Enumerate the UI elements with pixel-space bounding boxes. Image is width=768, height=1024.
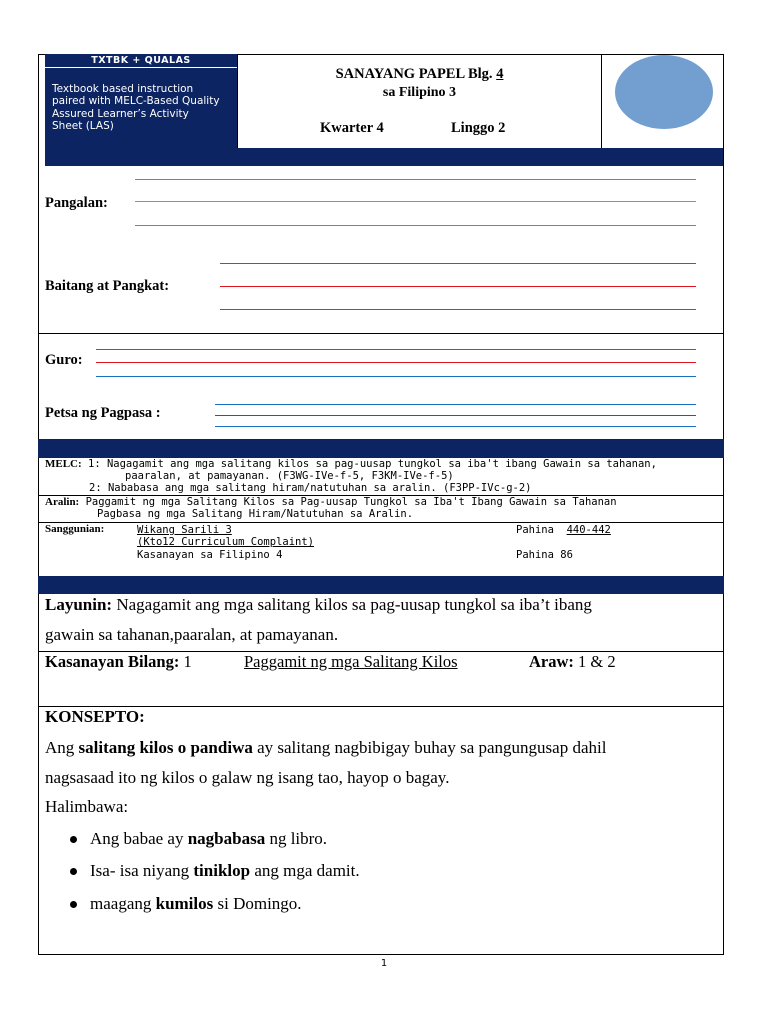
melc-label: MELC: [45, 458, 82, 470]
p1-end: ay salitang nagbibigay buhay sa pangungusap dahil [257, 738, 607, 757]
title-prefix: SANAYANG PAPEL Blg. [335, 66, 493, 82]
reference-1-page-label: Pahina [516, 524, 554, 536]
example-3-post: si Domingo. [217, 894, 302, 913]
kasanayan-label: Kasanayan Bilang: [45, 652, 180, 671]
quarter: Kwarter 4 [320, 120, 384, 136]
melc-line-1 [45, 458, 720, 470]
example-1-pre: Ang babae ay [90, 829, 184, 848]
name-line-mid [135, 201, 696, 202]
example-1-post: ng libro. [269, 829, 328, 848]
badge-divider [45, 67, 237, 68]
reference-2: Kasanayan sa Filipino 4 [137, 549, 283, 561]
example-2-pre: Isa- isa niyang [90, 861, 190, 880]
example-label: Halimbawa: [45, 797, 129, 816]
day-value: 1 & 2 [578, 652, 616, 671]
p1-start: Ang [45, 738, 75, 757]
aralin-text-1: Paggamit ng mga Salitang Kilos sa Pag-uusap Tungkol sa Iba't Ibang Gawain sa Tahanan [85, 496, 617, 508]
layunin-text-2: gawain sa tahanan,paaralan, at pamayanan. [45, 625, 339, 644]
header-badge-box [45, 54, 237, 148]
example-1 [90, 829, 327, 849]
name-line-bottom [135, 225, 696, 226]
teacher-line-mid [96, 362, 696, 363]
navy-band-3 [38, 576, 724, 594]
header-description: Textbook based instruction paired with MELC-Based Quality Assured Learner’s Activity Sheet (LAS) [52, 83, 220, 132]
kasanayan-row [45, 652, 192, 672]
example-2-post: ang mga damit. [254, 861, 360, 880]
date-line-bottom [215, 426, 696, 427]
p1-bold: salitang kilos o pandiwa [78, 738, 253, 757]
example-3-verb: kumilos [155, 894, 214, 913]
example-2-verb: tiniklop [193, 861, 251, 880]
grade-line-top [220, 263, 696, 264]
day-label: Araw: [529, 652, 574, 671]
sanggunian-label: Sanggunian: [45, 523, 105, 535]
header-divider-2 [601, 54, 602, 148]
date-line-top [215, 404, 696, 405]
layunin-label: Layunin: [45, 595, 113, 614]
aralin-line-1 [45, 496, 720, 508]
kasanayan-number: 1 [183, 652, 192, 671]
aralin-label: Aralin: [45, 496, 80, 508]
teacher-label: Guro: [45, 352, 83, 368]
name-label: Pangalan: [45, 195, 108, 211]
kasanayan-day [529, 652, 616, 672]
date-label: Petsa ng Pagpasa : [45, 405, 161, 421]
grade-section-label: Baitang at Pangkat: [45, 278, 170, 294]
grade-line-bottom [220, 309, 696, 310]
week: Linggo 2 [451, 120, 506, 136]
bullet-icon [70, 868, 77, 875]
document-title [238, 66, 601, 83]
example-3 [90, 894, 302, 914]
melc-item-1a: 1: Nagagamit ang mga salitang kilos sa pag-uusap tungkol sa iba't ibang Gawain sa tahanan, [88, 458, 657, 470]
title-number: 4 [496, 66, 504, 82]
navy-band-1 [45, 148, 723, 166]
konsepto-heading: KONSEPTO: [45, 707, 145, 726]
bullet-icon [70, 836, 77, 843]
reference-1-page-number: 440-442 [566, 524, 611, 536]
teacher-line-top [96, 349, 696, 350]
konsepto-paragraph-2: nagsasaad ito ng kilos o galaw ng isang tao, hayop o bagay. [45, 768, 450, 787]
page-number: 1 [380, 958, 388, 969]
example-3-pre: maagang [90, 894, 152, 913]
section-divider [38, 333, 724, 334]
kasanayan-topic: Paggamit ng mga Salitang Kilos [244, 652, 458, 671]
reference-2-page: Pahina 86 [516, 549, 573, 561]
melc-item-2: 2: Nababasa ang mga salitang hiram/natutuhan sa aralin. (F3PP-IVc-g-2) [89, 482, 532, 494]
example-2 [90, 861, 360, 881]
reference-1-sub: (Kto12 Curriculum Complaint) [137, 536, 315, 548]
reference-1-page [516, 524, 611, 536]
melc-section [45, 458, 720, 494]
navy-band-2 [38, 439, 724, 458]
konsepto-paragraph-1 [45, 738, 606, 758]
teacher-line-bottom [96, 376, 696, 377]
subject: sa Filipino 3 [382, 85, 457, 100]
aralin-section [45, 496, 720, 520]
date-line-mid [215, 415, 696, 416]
grade-line-mid [220, 286, 696, 287]
aralin-divider [38, 522, 724, 523]
bullet-icon [70, 901, 77, 908]
name-line-top [135, 179, 696, 180]
layunin-line-1 [45, 595, 592, 615]
aralin-text-2: Pagbasa ng mga Salitang Hiram/Natutuhan sa Aralin. [97, 508, 414, 520]
logo-circle [615, 55, 713, 129]
melc-item-1b: paaralan, at pamayanan. (F3WG-IVe-f-5, F3KM-IVe-f-5) [125, 470, 454, 482]
header-badge: TXTBK + QUALAS [91, 55, 191, 66]
layunin-text-1: Nagagamit ang mga salitang kilos sa pag-uusap tungkol sa iba’t ibang [116, 595, 592, 614]
reference-1: Wikang Sarili 3 [137, 524, 232, 536]
example-1-verb: nagbabasa [187, 829, 266, 848]
